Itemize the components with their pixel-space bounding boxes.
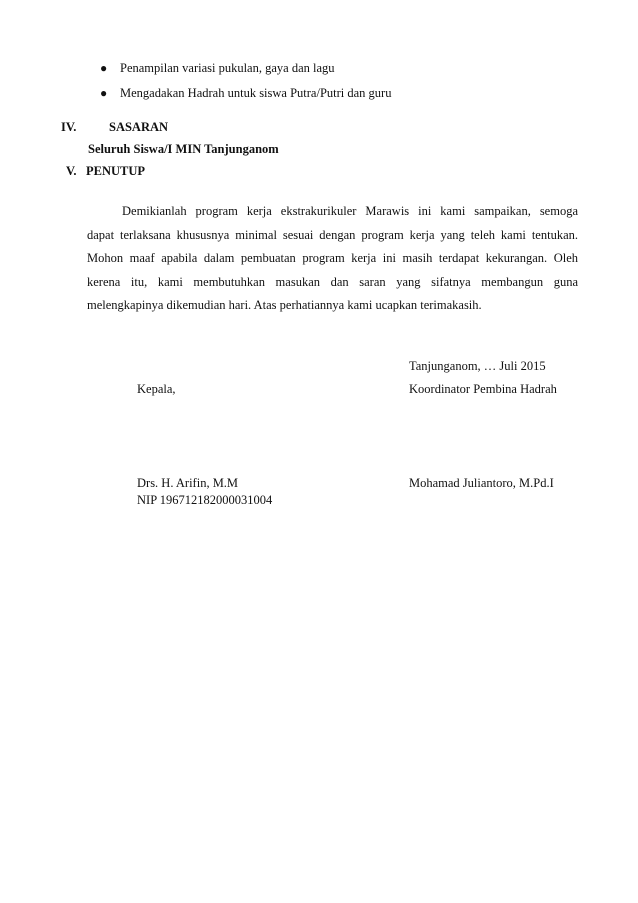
bullet-text: Penampilan variasi pukulan, gaya dan lagu <box>120 61 335 75</box>
paragraph-line: dapat terlaksana khususnya minimal sesuai dengan program kerja yang teleh kami tentukan. <box>87 227 578 242</box>
section-title: SASARAN <box>109 120 169 134</box>
bullet-icon: ● <box>100 61 108 75</box>
paragraph-line: kerena itu, kami membutuhkan masukan dan saran yang sifatnya membangun guna <box>87 274 578 289</box>
left-signatory-nip: NIP 196712182000031004 <box>137 493 273 507</box>
right-signatory-title: Koordinator Pembina Hadrah <box>409 382 557 396</box>
list-item <box>100 58 391 83</box>
list-item <box>100 83 391 108</box>
place-date: Tanjunganom, … Juli 2015 <box>409 359 546 373</box>
section-heading-penutup <box>66 162 145 180</box>
left-signatory-name: Drs. H. Arifin, M.M <box>137 476 239 490</box>
paragraph-line: Demikianlah program kerja ekstrakurikuler Marawis ini kami sampaikan, semoga <box>122 204 578 218</box>
section-title: PENUTUP <box>86 164 146 178</box>
left-signatory-title: Kepala, <box>137 382 176 396</box>
section-number: V. <box>66 164 77 178</box>
paragraph-line: Mohon maaf apabila dalam pembuatan program kerja ini masih terdapat kekurangan. Oleh <box>87 251 578 265</box>
closing-paragraph <box>87 200 578 318</box>
paragraph-line: melengkapinya dikemudian hari. Atas perhatiannya kami ucapkan terimakasih. <box>87 298 482 312</box>
section-heading-sasaran <box>61 118 168 136</box>
bullet-icon: ● <box>100 86 108 100</box>
section-number: IV. <box>61 120 77 134</box>
right-signatory-name: Mohamad Juliantoro, M.Pd.I <box>409 476 554 490</box>
bullet-text: Mengadakan Hadrah untuk siswa Putra/Putri dan guru <box>120 86 392 100</box>
sasaran-content: Seluruh Siswa/I MIN Tanjunganom <box>88 142 279 156</box>
activity-bullet-list <box>100 58 391 108</box>
